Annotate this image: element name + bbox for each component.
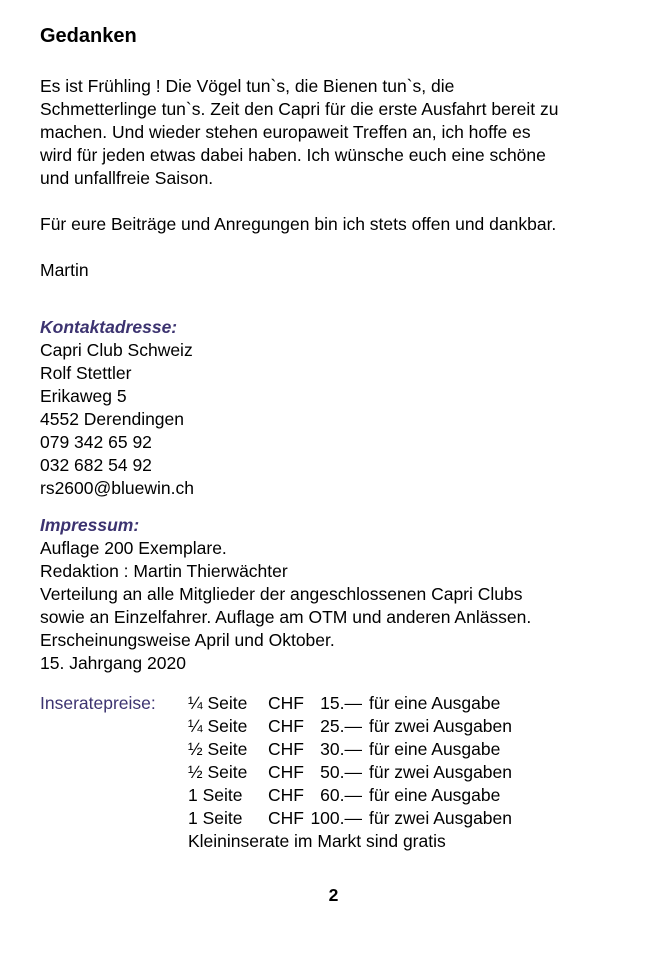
ad-currency: CHF (268, 693, 304, 713)
ad-prices-section (40, 692, 637, 853)
ad-price: 25.— (320, 716, 362, 736)
intro-line: Es ist Frühling ! Die Vögel tun`s, die Bienen tun`s, die (40, 76, 455, 96)
ad-note: für zwei Ausgaben (369, 808, 513, 828)
ad-price: 15.— (320, 693, 362, 713)
ad-size: ½ Seite (188, 762, 248, 782)
impressum-line: Auflage 200 Exemplare. (40, 538, 227, 558)
impressum-line: Verteilung an alle Mitglieder der angeschlossenen Capri Clubs (40, 584, 523, 604)
ad-note: für eine Ausgabe (369, 693, 501, 713)
page-title: Gedanken (40, 25, 137, 47)
ad-prices-label: Inseratepreise: (40, 693, 156, 713)
ad-price: 50.— (320, 762, 362, 782)
contact-line-phone-mobile: 079 342 65 92 (40, 432, 152, 452)
ad-currency: CHF (268, 808, 304, 828)
ad-note: für zwei Ausgaben (369, 762, 513, 782)
contact-heading: Kontaktadresse: (40, 317, 178, 337)
intro-line: und unfallfreie Saison. (40, 168, 214, 188)
ad-size: 1 Seite (188, 808, 243, 828)
ad-note: für eine Ausgabe (369, 785, 501, 805)
contact-address (40, 339, 637, 500)
ad-currency: CHF (268, 785, 304, 805)
contact-line-org: Capri Club Schweiz (40, 340, 193, 360)
ad-currency: CHF (268, 762, 304, 782)
ad-prices-footer: Kleininserate im Markt sind gratis (188, 831, 446, 851)
ad-price: 60.— (320, 785, 362, 805)
ad-size: ¼ Seite (188, 716, 248, 736)
intro-line: wird für jeden etwas dabei haben. Ich wünsche euch eine schöne (40, 145, 546, 165)
ad-price-row (188, 715, 637, 738)
impressum-line: Redaktion : Martin Thierwächter (40, 561, 288, 581)
signature: Martin (40, 260, 89, 280)
ad-price-row (188, 784, 637, 807)
intro-paragraph (40, 75, 637, 190)
ad-price: 30.— (320, 739, 362, 759)
impressum-heading: Impressum: (40, 515, 140, 535)
contact-line-email: rs2600@bluewin.ch (40, 478, 194, 498)
contact-line-street: Erikaweg 5 (40, 386, 127, 406)
ad-price-row (188, 738, 637, 761)
ad-size: 1 Seite (188, 785, 243, 805)
impressum-line: sowie an Einzelfahrer. Auflage am OTM und anderen Anlässen. (40, 607, 532, 627)
ad-price-row (188, 761, 637, 784)
intro-line: machen. Und wieder stehen europaweit Treffen an, ich hoffe es (40, 122, 531, 142)
ad-currency: CHF (268, 739, 304, 759)
ad-price-row (188, 692, 637, 715)
ad-prices-table (188, 692, 637, 853)
ad-size: ¼ Seite (188, 693, 248, 713)
impressum-line: 15. Jahrgang 2020 (40, 653, 186, 673)
impressum-body (40, 537, 637, 675)
ad-note: für zwei Ausgaben (369, 716, 513, 736)
impressum-line: Erscheinungsweise April und Oktober. (40, 630, 335, 650)
ad-currency: CHF (268, 716, 304, 736)
intro-line: Schmetterlinge tun`s. Zeit den Capri für die erste Ausfahrt bereit zu (40, 99, 559, 119)
ad-size: ½ Seite (188, 739, 248, 759)
page-number: 2 (328, 885, 339, 905)
contact-line-city: 4552 Derendingen (40, 409, 185, 429)
ad-price: 100.— (310, 808, 362, 828)
thanks-line: Für eure Beiträge und Anregungen bin ich stets offen und dankbar. (40, 214, 557, 234)
ad-note: für eine Ausgabe (369, 739, 501, 759)
contact-line-phone-fixed: 032 682 54 92 (40, 455, 152, 475)
ad-price-row (188, 807, 637, 830)
contact-line-name: Rolf Stettler (40, 363, 132, 383)
